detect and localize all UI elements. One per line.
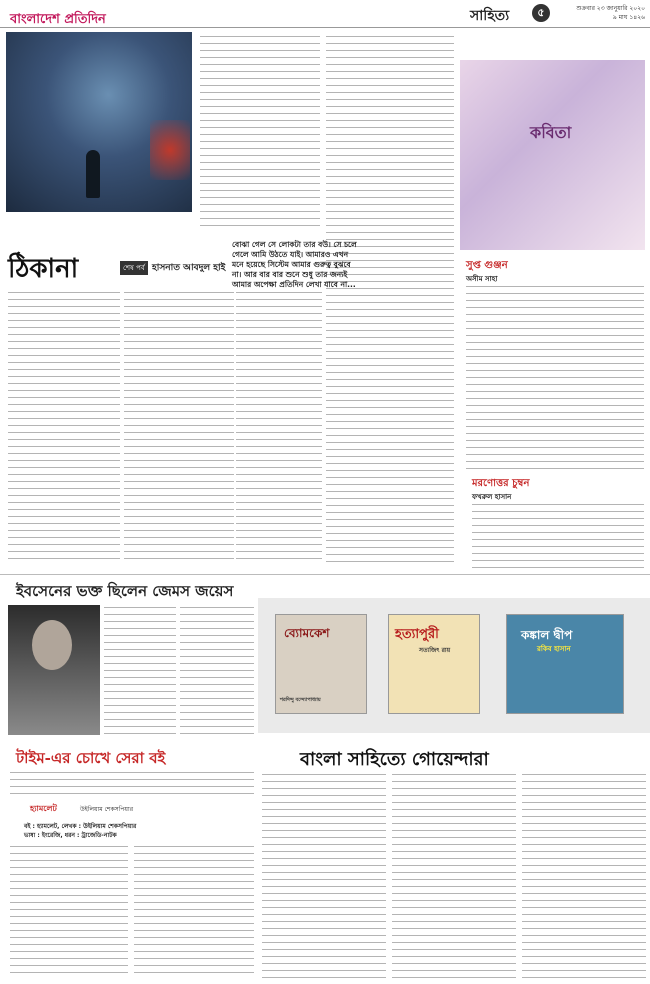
poem2-title: মরণোত্তর চুম্বন [472,478,530,489]
story-column-top [200,34,320,229]
hamlet-info-2: ভাষা : ইংরেজি, ধরন : ট্রাজেডি-নাটক [24,832,117,839]
joyce-face [32,620,72,670]
poem1-title: সুপ্ত গুঞ্জন [466,260,508,271]
book-cover-hottapuri [388,614,480,714]
time-books-title: টাইম-এর চোখে সেরা বই [16,749,166,767]
hamlet-body-1 [10,844,128,979]
detective-body-3 [522,772,646,980]
story-serial: শেষ পর্ব [120,261,148,275]
story-column-1 [8,290,120,565]
joyce-body-1 [104,605,176,740]
story-column-2 [326,34,454,564]
detective-body-2 [392,772,516,980]
book2-title: হত্যাপুরী [395,627,439,642]
hamlet-author: উইলিয়াম শেকসপিয়ার [80,806,134,813]
newspaper-logo[interactable]: বাংলাদেশ প্রতিদিন [10,12,106,27]
date-bengali: ৯ মাঘ ১৪২৬ [612,14,645,21]
story-column-1b [124,290,234,565]
joyce-title: ইবসেনের ভক্ত ছিলেন জেমস জয়েস [16,582,234,600]
book-cover-konkal-dwip [506,614,624,714]
page-number: ৫ [532,4,550,22]
time-books-intro [10,770,254,800]
hamlet-info [24,822,244,840]
poem2-body [472,502,644,572]
hamlet-title: হ্যামলেট [30,804,57,813]
poetry-label: কবিতা [530,123,572,142]
joyce-body-2 [180,605,254,740]
hamlet-body-2 [134,844,254,979]
book1-title: ব্যোমকেশ [284,626,330,640]
divider [0,574,650,575]
section-title: সাহিত্য [470,8,510,24]
book3-title: কঙ্কাল দ্বীপ [521,628,573,642]
book-cover-byomkesh [275,614,367,714]
illustration-figure [86,150,100,198]
book1-author: শরদিন্দু বন্দ্যোপাধ্যায় [280,697,321,703]
date-gregorian: শুক্রবার ২৩ জানুয়ারি ২০২০ [576,5,645,12]
story-headline: ঠিকানা [8,254,79,284]
story-column-1c [236,290,322,565]
book2-author: সত্যজিৎ রায় [419,647,451,654]
poem2-author: ফখরুল হাসান [472,493,512,501]
story-byline: হাসনাত আবদুল হাই [152,263,226,273]
illustration-accent [150,120,190,180]
detective-body-1 [262,772,386,980]
poem1-author: অসীম সাহা [466,275,498,283]
detective-title: বাংলা সাহিত্যে গোয়েন্দারা [300,749,489,770]
dateline [560,4,645,22]
story-pullquote: বোঝা গেল সে লোকটা তার বউ। সে চলে গেলে আমি উঠতে যাই। আমারও এখন মনে হয়েছে সিস্টেম আমার গুরুত্ব বুঝবে না। আর বার বার শুনে শুধু তার জন্যই আমার অপেক্ষা প্রতিদিন লেখা যাবে না... [232,240,357,289]
book3-author: রকিব হাসান [537,644,571,653]
poetry-illustration [460,60,645,250]
poem1-body [466,284,644,474]
hamlet-info-1: বই : হ্যামলেট, লেখক : উইলিয়াম শেকসপিয়ার [24,823,137,830]
